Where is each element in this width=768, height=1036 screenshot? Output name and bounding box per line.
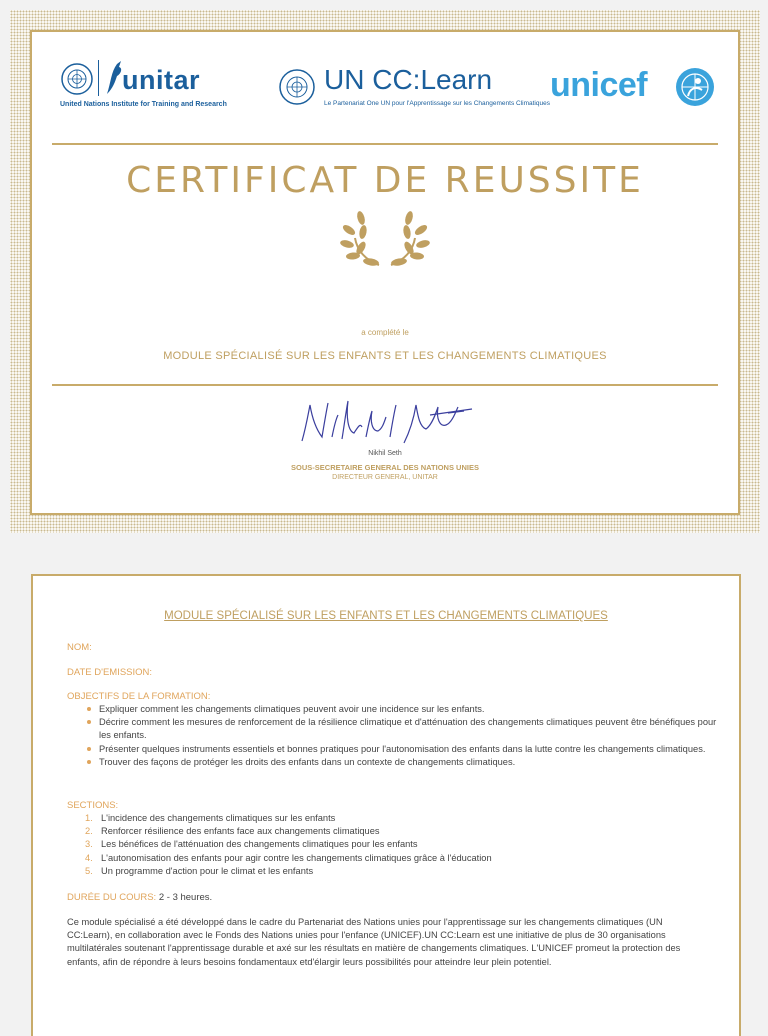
list-text: Renforcer résilience des enfants face aux changements climatiques: [101, 826, 380, 837]
unicef-logo: [550, 66, 720, 110]
signer-title: SOUS-SECRETAIRE GENERAL DES NATIONS UNIES: [291, 463, 479, 472]
sections-label: SECTIONS:: [67, 800, 119, 811]
divider-top: [52, 143, 718, 145]
signature-image: [296, 397, 476, 447]
un-cc-learn-logo: [276, 64, 550, 112]
issue-date-label: DATE D'EMISSION:: [67, 667, 153, 678]
un-emblem-icon: [60, 62, 94, 96]
list-item: Trouver des façons de protéger les droits des enfants dans un contexte de changements climatiques.: [87, 756, 727, 769]
unicef-wordmark: unicef: [550, 66, 648, 104]
list-text: Les bénéfices de l'atténuation des changements climatiques pour les enfants: [101, 839, 418, 850]
module-title: MODULE SPÉCIALISÉ SUR LES ENFANTS ET LES CHANGEMENTS CLIMATIQUES: [163, 350, 607, 362]
list-number: 3.: [85, 839, 93, 850]
unitar-wordmark: unitar: [122, 65, 201, 95]
unitar-subtitle: United Nations Institute for Training and Research: [60, 101, 227, 108]
list-number: 4.: [85, 852, 93, 863]
duration: [67, 892, 212, 903]
logo-divider: [98, 60, 99, 96]
list-number: 2.: [85, 826, 93, 837]
certificate-details-page: [31, 574, 741, 1036]
unicef-emblem-icon: [674, 66, 716, 108]
objectives-label: OBJECTIFS DE LA FORMATION:: [67, 691, 211, 702]
list-text: Un programme d'action pour le climat et les enfants: [101, 865, 314, 876]
laurel-wreath-icon: [335, 210, 435, 268]
divider-middle: [52, 384, 718, 386]
name-label: NOM:: [67, 642, 92, 653]
duration-value: 2 - 3 heures.: [158, 892, 213, 903]
list-item: Présenter quelques instruments essentiels et bonnes pratiques pour l'autonomisation des enfants dans la lutte contre les changements climatiques.: [87, 743, 727, 756]
sections-list: [67, 812, 727, 878]
list-text: L'autonomisation des enfants pour agir contre les changements climatiques grâce à l'éducation: [101, 852, 492, 863]
list-item: [87, 812, 727, 825]
list-item: Décrire comment les mesures de renforcement de la résilience climatique et d'atténuation des changements climatiques peuvent être bénéfiques pour les enfants.: [87, 716, 727, 742]
list-item: [87, 838, 727, 851]
list-number: 5.: [85, 865, 93, 876]
un-cc-learn-wordmark: UN CC:Learn: [324, 64, 493, 95]
list-item: Expliquer comment les changements climatiques peuvent avoir une incidence sur les enfants.: [87, 703, 727, 716]
unitar-logo: [56, 56, 236, 112]
list-item: [87, 865, 727, 878]
list-number: 1.: [85, 813, 93, 823]
list-item: [87, 825, 727, 838]
signer-subtitle: DIRECTEUR GENERAL, UNITAR: [332, 474, 438, 481]
details-title: MODULE SPÉCIALISÉ SUR LES ENFANTS ET LES CHANGEMENTS CLIMATIQUES: [164, 610, 608, 622]
certificate-frame: [30, 30, 740, 515]
duration-label: DURÉE DU COURS:: [67, 892, 157, 903]
certificate-page: [10, 10, 760, 533]
about-paragraph: Ce module spécialisé a été développé dans le cadre du Partenariat des Nations unies pour l'apprentissage sur les changements climatiques (UN CC:Learn), en collaboration avec le Fonds des Nations unies pour l'enfance (UNICEF).UN CC:Learn est une initiative de plus de 30 organisations multilatérales soutenant l'apprentissage durable et axé sur les résultats en matière de changements climatiques. L'UNICEF promeut la protection des enfants, afin de répondre à leurs besoins fondamentaux etd'élargir leurs possibilités pour atteindre leur plein potentiel.: [67, 917, 681, 967]
list-item: [87, 852, 727, 865]
un-cc-learn-subtitle: Le Partenariat One UN pour l'Apprentissage sur les Changements Climatiques: [324, 100, 550, 107]
objectives-list: [67, 703, 727, 769]
list-text: L'incidence des changements climatiques sur les enfants: [101, 813, 336, 823]
completed-label: a complété le: [361, 328, 409, 337]
certificate-title: CERTIFICAT DE REUSSITE: [126, 160, 644, 201]
signer-name: Nikhil Seth: [368, 450, 402, 457]
un-emblem-icon: [278, 68, 316, 106]
